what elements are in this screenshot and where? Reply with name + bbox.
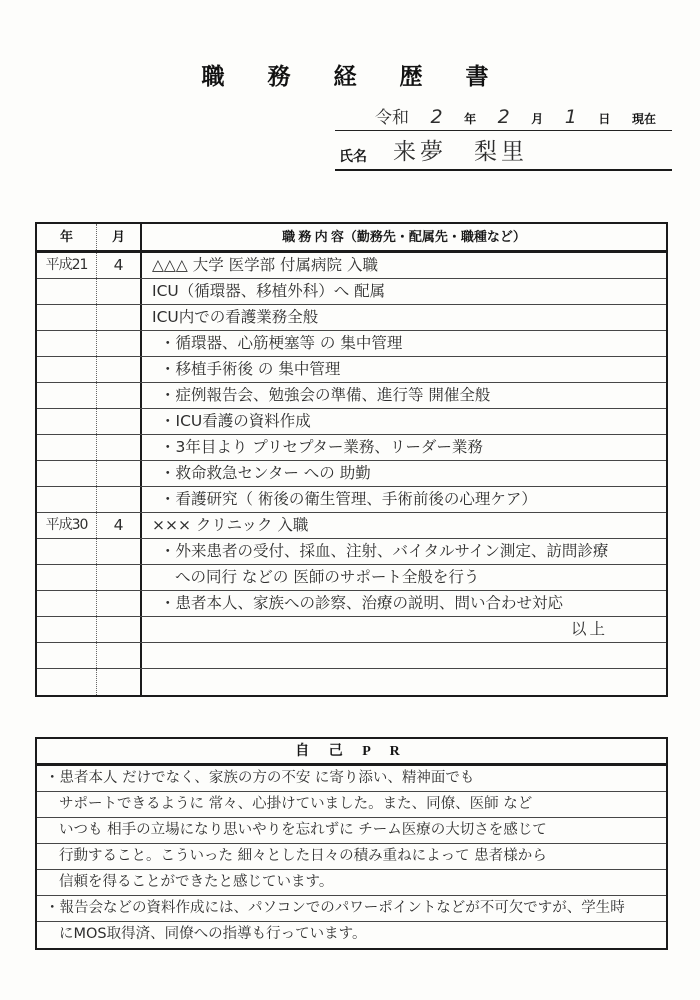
detail-cell: ・3年目より プリセプター業務、リーダー業務 [160, 438, 483, 456]
month-cell [97, 279, 142, 304]
pr-line: ・患者本人 だけでなく、家族の方の不安 に寄り添い、精神面でも [37, 766, 666, 792]
month-cell [97, 383, 142, 408]
detail-cell: ・外来患者の受付、採血、注射、バイタルサイン測定、訪問診療 [160, 542, 609, 560]
self-pr-title: 自 己 P R [37, 739, 666, 766]
month-cell [97, 617, 142, 642]
day-value: 1 [564, 106, 577, 128]
table-row [37, 435, 666, 461]
table-row [37, 513, 666, 539]
pr-line: いつも 相手の立場になり思いやりを忘れずに チーム医療の大切さを感じて [37, 818, 666, 844]
month-label: 月 [531, 112, 544, 126]
year-cell [37, 539, 97, 564]
month-cell [97, 565, 142, 590]
table-row [37, 357, 666, 383]
era-value: 令和 [375, 108, 409, 128]
detail-cell: △△△ 大学 医学部 付属病院 入職 [152, 256, 378, 274]
year-cell: 平成21 [37, 253, 97, 278]
detail-cell: ・看護研究（ 術後の衛生管理、手術前後の心理ケア） [160, 490, 537, 508]
detail-cell-closing: 以上 [570, 620, 608, 638]
table-row [37, 383, 666, 409]
detail-cell: ・患者本人、家族への診察、治療の説明、問い合わせ対応 [160, 594, 564, 612]
table-row-empty [37, 643, 666, 669]
year-label: 年 [464, 112, 477, 126]
month-cell [97, 643, 142, 668]
table-row [37, 279, 666, 305]
table-row [37, 409, 666, 435]
month-cell [97, 331, 142, 356]
detail-cell [142, 669, 666, 695]
date-line [335, 103, 672, 131]
month-cell: 4 [97, 513, 142, 538]
year-cell [37, 409, 97, 434]
month-cell [97, 539, 142, 564]
document-title: 職 務 経 歴 書 [201, 64, 499, 89]
table-row [37, 565, 666, 591]
pr-line: にMOS取得済、同僚への指導も行っています。 [59, 926, 367, 942]
year-cell [37, 279, 97, 304]
month-cell [97, 357, 142, 382]
table-row-empty [37, 669, 666, 695]
pr-line: 信頼を得ることができたと感じています。 [37, 870, 666, 896]
detail-cell: への同行 などの 医師のサポート全般を行う [175, 568, 480, 586]
month-cell [97, 305, 142, 330]
year-cell [37, 383, 97, 408]
year-cell [37, 565, 97, 590]
table-row [37, 305, 666, 331]
table-row [37, 331, 666, 357]
month-column-header: 月 [97, 224, 142, 250]
detail-cell: ICU（循環器、移植外科）へ 配属 [152, 282, 386, 300]
month-value: 2 [497, 106, 510, 128]
table-row [37, 617, 666, 643]
month-cell [97, 669, 142, 695]
detail-cell: ICU内での看護業務全般 [152, 308, 319, 326]
year-cell [37, 435, 97, 460]
month-cell [97, 461, 142, 486]
month-cell [97, 487, 142, 512]
table-header-row [37, 224, 666, 253]
year-cell [37, 643, 97, 668]
detail-cell: ××× クリニック 入職 [152, 516, 309, 534]
year-cell [37, 357, 97, 382]
detail-cell: ・移植手術後 の 集中管理 [160, 360, 341, 378]
year-cell [37, 669, 97, 695]
name-line [335, 135, 672, 171]
day-label: 日 [598, 112, 611, 126]
pr-line: ・報告会などの資料作成には、パソコンでのパワーポイントなどが不可欠ですが、学生時 [37, 896, 666, 922]
table-row [37, 253, 666, 279]
month-cell: 4 [97, 253, 142, 278]
table-row [37, 539, 666, 565]
table-row [37, 591, 666, 617]
year-cell [37, 487, 97, 512]
name-value: 来夢 梨里 [393, 139, 528, 165]
current-as-of-label: 現在 [631, 112, 656, 126]
detail-cell: ・救命救急センター への 助勤 [160, 464, 371, 482]
table-row [37, 461, 666, 487]
year-value: 2 [430, 106, 443, 128]
self-pr-section [35, 737, 668, 950]
month-cell [97, 409, 142, 434]
year-cell [37, 461, 97, 486]
month-cell [97, 435, 142, 460]
detail-cell [142, 643, 666, 668]
year-column-header: 年 [37, 224, 97, 250]
month-cell [97, 591, 142, 616]
year-cell [37, 591, 97, 616]
detail-cell: ・症例報告会、勉強会の準備、進行等 開催全般 [160, 386, 491, 404]
detail-cell: ・循環器、心筋梗塞等 の 集中管理 [160, 334, 403, 352]
pr-line: サポートできるように 常々、心掛けていました。また、同僚、医師 など [37, 792, 666, 818]
detail-cell: ・ICU看護の資料作成 [160, 412, 311, 430]
table-row [37, 487, 666, 513]
name-label: 氏名 [339, 150, 367, 165]
detail-column-header: 職 務 内 容（勤務先・配属先・職種など） [282, 229, 526, 244]
year-cell [37, 331, 97, 356]
year-cell [37, 617, 97, 642]
pr-line: 行動すること。こういった 細々とした日々の積み重ねによって 患者様から [37, 844, 666, 870]
year-cell [37, 305, 97, 330]
career-history-table [35, 222, 668, 697]
year-cell: 平成30 [37, 513, 97, 538]
